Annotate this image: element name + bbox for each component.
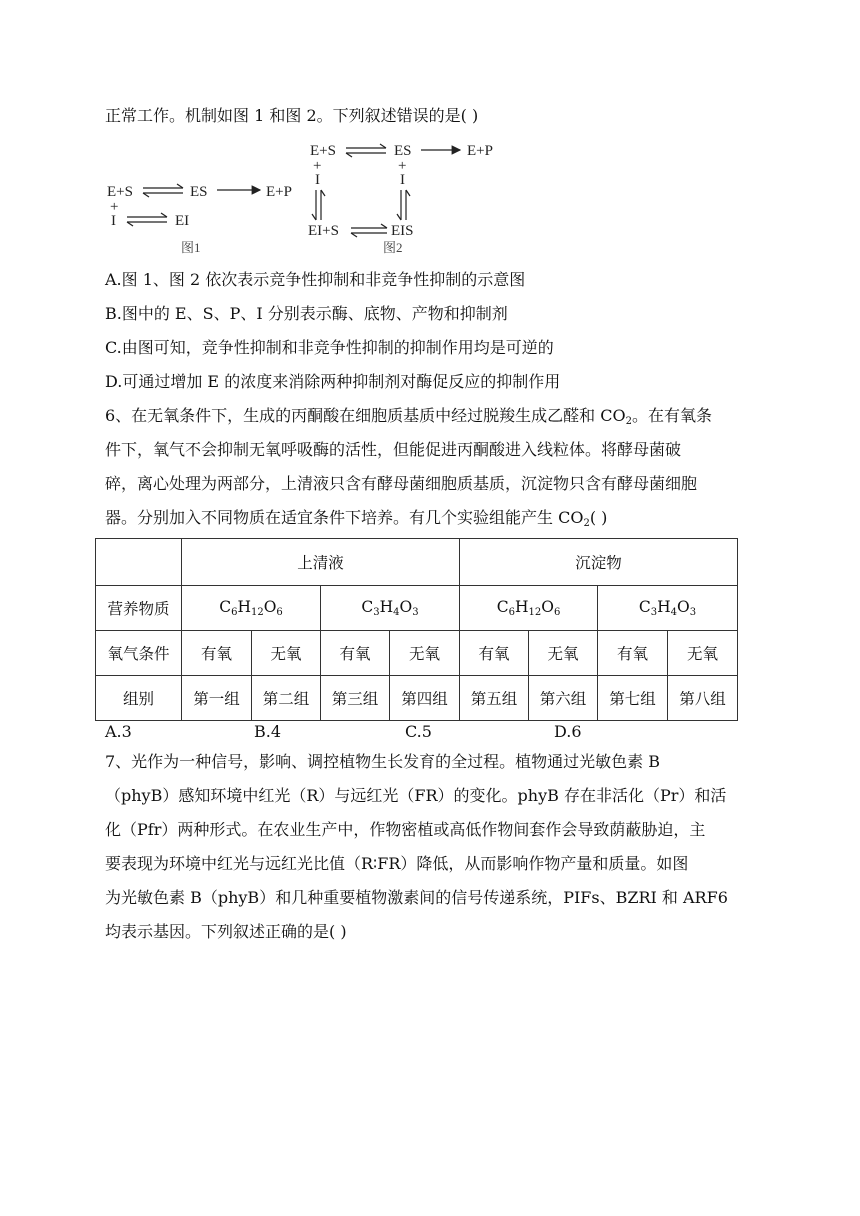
question-7-line-4: 要表现为环境中红光与远红光比值（R∶FR）降低，从而影响作物产量和质量。如图 (105, 854, 689, 873)
table-row-label: 营养物质 (96, 586, 182, 631)
question-6-line-2: 件下，氧气不会抑制无氧呼吸酶的活性，但能促进丙酮酸进入线粒体。将酵母菌破 (105, 440, 682, 459)
q6-option-d: D.6 (554, 722, 582, 741)
experiment-table (95, 538, 738, 721)
table-cell: 第五组 (460, 676, 529, 721)
table-cell: 有氧 (321, 631, 390, 676)
table-cell: 有氧 (598, 631, 668, 676)
co2-subscript: 2 (583, 518, 590, 529)
fig2-plus-left: + (313, 158, 322, 174)
table-cell: 第八组 (668, 676, 738, 721)
fig1-es-complex: ES (190, 184, 208, 200)
question-6-line-1 (105, 406, 712, 432)
question-7-line-2: （phyB）感知环境中红光（R）与远红光（FR）的变化。phyB 存在非活化（Pr）和活 (105, 786, 727, 805)
table-cell-pyruvate: $C_3H_4O_3$ (321, 586, 460, 631)
q6-option-a: A.3 (105, 722, 132, 741)
fig2-eis-complex: EIS (391, 223, 414, 239)
q5-option-c: C.由图可知，竞争性抑制和非竞争性抑制的抑制作用均是可逆的 (105, 338, 554, 357)
table-cell-glucose: $C_6H_{12}O_6$ (460, 586, 598, 631)
fig1-es-reactants: E+S (107, 184, 133, 200)
q5-option-b: B.图中的 E、S、P、I 分别表示酶、底物、产物和抑制剂 (105, 304, 508, 323)
q6-options (105, 722, 705, 742)
fig2-plus-right: + (398, 158, 407, 174)
table-cell: 第七组 (598, 676, 668, 721)
table-cell: 第二组 (252, 676, 321, 721)
question-5-stem: 正常工作。机制如图 1 和图 2。下列叙述错误的是( ) (105, 106, 479, 125)
q6-option-c: C.5 (405, 722, 432, 741)
table-cell: 第六组 (529, 676, 598, 721)
mechanism-diagram (105, 140, 525, 260)
q6-option-b: B.4 (254, 722, 282, 741)
table-row (96, 539, 738, 586)
table-cell-glucose: $C_6H_{12}O_6$ (182, 586, 321, 631)
question-7-line-5: 为光敏色素 B（phyB）和几种重要植物激素间的信号传递系统，PIFs、BZRI 和 ARF6 (105, 888, 728, 907)
q6-line4-tail: ( ) (589, 508, 608, 527)
table-row (96, 631, 738, 676)
fig1-plus: + (110, 199, 119, 215)
fig1-equilibrium-arrow-2 (127, 213, 167, 226)
table-row (96, 676, 738, 721)
table-cell: 有氧 (182, 631, 252, 676)
fig2-es-complex: ES (394, 143, 412, 159)
q6-line1-tail: 。在有氧条 (632, 406, 713, 425)
table-row (96, 586, 738, 631)
table-cell-pyruvate: $C_3H_4O_3$ (598, 586, 738, 631)
table-cell: 无氧 (252, 631, 321, 676)
fig2-top-reactants: E+S (310, 143, 336, 159)
fig1-products: E+P (266, 184, 292, 200)
fig1-equilibrium-arrow-1 (143, 184, 183, 197)
table-cell: 第一组 (182, 676, 252, 721)
table-group-header: 沉淀物 (460, 539, 738, 586)
table-cell: 有氧 (460, 631, 529, 676)
fig2-equilibrium-arrow-top (346, 144, 386, 157)
fig2-products: E+P (467, 143, 493, 159)
table-row-label: 氧气条件 (96, 631, 182, 676)
question-7-line-1: 7、光作为一种信号，影响、调控植物生长发育的全过程。植物通过光敏色素 B (105, 752, 661, 771)
fig2-vertical-equilibrium-right (397, 190, 410, 220)
q5-option-a: A.图 1、图 2 依次表示竞争性抑制和非竞争性抑制的示意图 (105, 270, 526, 289)
fig2-ei-plus-s: EI+S (308, 223, 339, 239)
co2-subscript: 2 (625, 416, 633, 427)
fig2-caption: 图2 (383, 240, 403, 255)
table-cell: 无氧 (668, 631, 738, 676)
question-6-line-4 (105, 508, 607, 534)
q5-option-d: D.可通过增加 E 的浓度来消除两种抑制剂对酶促反应的抑制作用 (105, 372, 561, 391)
fig2-inhibitor-left: I (315, 172, 320, 188)
question-7-line-3: 化（Pfr）两种形式。在农业生产中，作物密植或高低作物间套作会导致荫蔽胁迫，主 (105, 820, 706, 839)
fig1-caption: 图1 (181, 240, 201, 255)
table-cell: 无氧 (390, 631, 460, 676)
q6-line1-text: 6、在无氧条件下，生成的丙酮酸在细胞质基质中经过脱羧生成乙醛和 CO (105, 406, 626, 425)
fig2-equilibrium-arrow-bottom (351, 224, 387, 237)
question-6-line-3: 碎，离心处理为两部分，上清液只含有酵母菌细胞质基质，沉淀物只含有酵母菌细胞 (105, 474, 698, 493)
table-cell: 无氧 (529, 631, 598, 676)
fig2-vertical-equilibrium-left (312, 190, 325, 220)
fig2-inhibitor-right: I (400, 172, 405, 188)
fig1-inhibitor: I (111, 213, 116, 229)
table-cell: 第三组 (321, 676, 390, 721)
table-cell: 第四组 (390, 676, 460, 721)
fig1-ei-complex: EI (175, 213, 190, 229)
enzyme-inhibition-figure (105, 140, 525, 260)
table-row-label: 组别 (96, 676, 182, 721)
q6-line4-text: 器。分别加入不同物质在适宜条件下培养。有几个实验组能产生 CO (105, 508, 584, 527)
table-corner-cell (96, 539, 182, 586)
question-7-line-6: 均表示基因。下列叙述正确的是( ) (105, 922, 347, 941)
table-group-header: 上清液 (182, 539, 460, 586)
